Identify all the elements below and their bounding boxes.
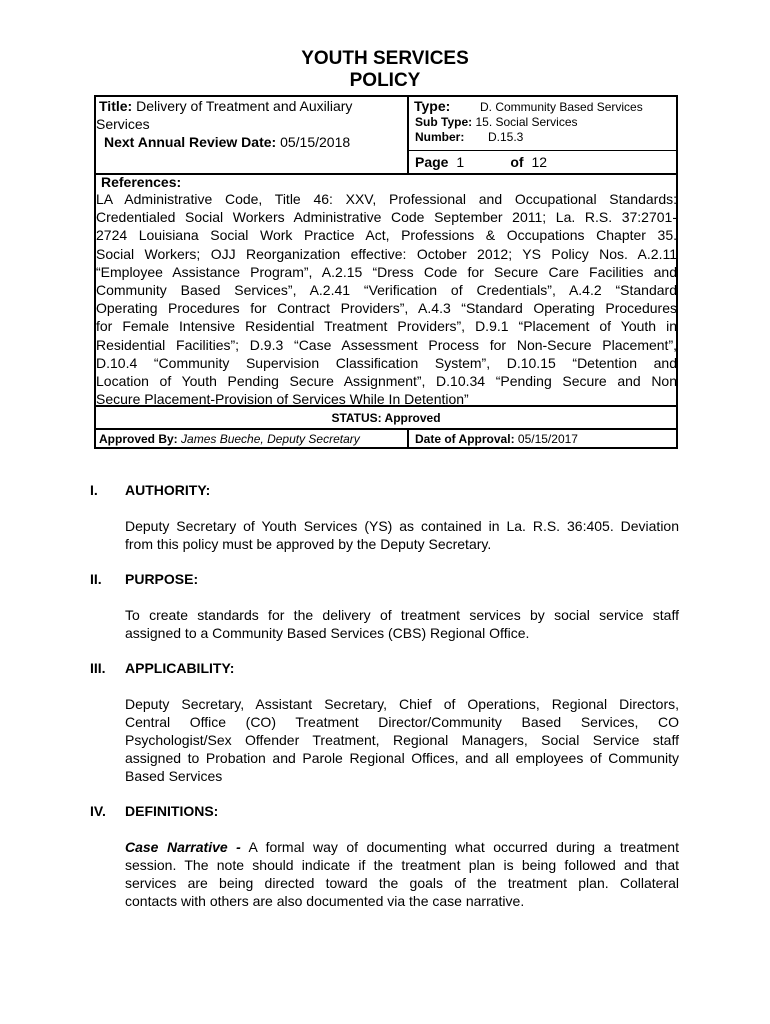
text-line: from this policy must be approved by the Deputy Secretary. [125,536,492,552]
header-divider [407,150,678,151]
reference-line: Social Workers; OJJ Reorganization effective: October 2012; YS Policy Nos. A.2.11 [96,245,677,262]
definition-term: Case Narrative - [125,839,241,855]
text-line: Central Office (CO) Treatment Director/Community Based Services, CO [125,714,679,730]
type-label: Type: [414,98,451,114]
references-label: References: [101,174,182,190]
section-body-purpose [125,606,679,642]
title-value: Delivery of Treatment and Auxiliary [136,98,353,114]
type-value: D. Community Based Services [480,100,643,114]
subtype-label: Sub Type: [415,115,473,129]
text-line: Deputy Secretary, Assistant Secretary, Chief of Operations, Regional Directors, [125,696,679,712]
definition-text: A formal way of documenting what occurred during a treatment [248,839,679,855]
approved-by-value: James Bueche, Deputy Secretary [181,432,360,446]
text-line: contacts with others are also documented via the case narrative. [125,893,525,909]
subtype-field [415,115,677,130]
title-label: Title: [99,98,133,114]
title-field [99,97,404,115]
approval-date-field [415,432,677,447]
reference-line: Community Based Services”, A.2.41 “Verification of Credentials”, A.4.2 “Standard [96,282,677,299]
text-line: services are being directed toward the goals of the treatment plan. Collateral [125,875,679,891]
section-heading-definitions: DEFINITIONS: [125,803,219,819]
of-label: of [510,154,524,170]
reference-line: for Female Intensive Residential Treatment Providers”, D.9.1 “Placement of Youth in [96,318,677,335]
approval-date-value: 05/15/2017 [517,432,578,446]
section-number: II. [90,571,102,587]
references-text [96,190,677,408]
reference-line: 2724 Louisiana Social Work Practice Act, Professions & Occupations Chapter 35. [96,227,677,244]
subtype-value: 15. Social Services [475,115,578,129]
reference-line: Secure Placement-Provision of Services While In Detention” [96,391,469,408]
section-body-applicability [125,695,679,785]
section-heading-purpose: PURPOSE: [125,571,199,587]
header-divider [94,428,678,430]
text-line: assigned to Probation and Parole Regional Offices, and all employees of Community [125,750,679,766]
page-label: Page [415,154,449,170]
status-text: STATUS: Approved [331,411,441,425]
reference-line: LA Administrative Code, Title 46: XXV, Professional and Occupational Standards: [96,191,677,207]
text-line: Based Services [125,768,223,784]
reference-line: “Employee Assistance Program”, A.2.15 “Dress Code for Secure Care Facilities and [96,263,677,280]
text-line: To create standards for the delivery of treatment services by social service staff [125,607,679,623]
text-line: Deputy Secretary of Youth Services (YS) as contained in La. R.S. 36:405. Deviation [125,518,679,534]
review-date-value: 05/15/2018 [280,134,351,150]
page-number: 1 [456,154,465,170]
reference-line: D.10.4 “Community Supervision Classification System”, D.10.15 “Detention and [96,354,677,371]
text-line [125,838,679,856]
text-line: assigned to a Community Based Services (CBS) Regional Office. [125,625,530,641]
review-date-field [104,133,404,151]
header-divider [407,428,409,449]
approval-date-label: Date of Approval: [415,432,515,446]
section-heading-applicability: APPLICABILITY: [125,660,235,676]
section-number: IV. [90,803,106,819]
number-label: Number: [415,130,465,144]
section-heading-authority: AUTHORITY: [125,482,211,498]
document-title: YOUTH SERVICES [301,48,469,69]
text-line: Psychologist/Sex Offender Treatment, Regional Managers, Social Service staff [125,732,679,748]
text-line: session. The note should indicate if the treatment plan is being followed and that [125,857,679,873]
document-subtitle: POLICY [349,70,421,91]
reference-line: Residential Facilities”; D.9.3 “Case Assessment Process for Non-Secure Placement”, [96,336,677,353]
section-number: I. [90,482,98,498]
type-field [414,97,676,115]
review-date-label: Next Annual Review Date: [104,134,277,150]
reference-line: Operating Procedures for Contract Providers”, A.4.3 “Standard Operating Procedures [96,300,677,317]
number-field [415,130,677,145]
approved-by-field [99,432,405,447]
title-value-cont: Services [96,116,150,132]
page-total: 12 [531,154,548,170]
number-value: D.15.3 [488,130,524,144]
section-number: III. [90,660,106,676]
section-body-definitions [125,838,679,910]
header-divider [407,95,409,174]
reference-line: Location of Youth Pending Secure Assignment”, D.10.34 “Pending Secure and Non [96,373,677,390]
header-divider [94,173,678,175]
reference-line: Credentialed Social Workers Administrative Code September 2011; La. R.S. 37:2701- [96,209,677,226]
approved-by-label: Approved By: [99,432,178,446]
section-body-authority [125,517,679,553]
page-field [415,153,677,171]
